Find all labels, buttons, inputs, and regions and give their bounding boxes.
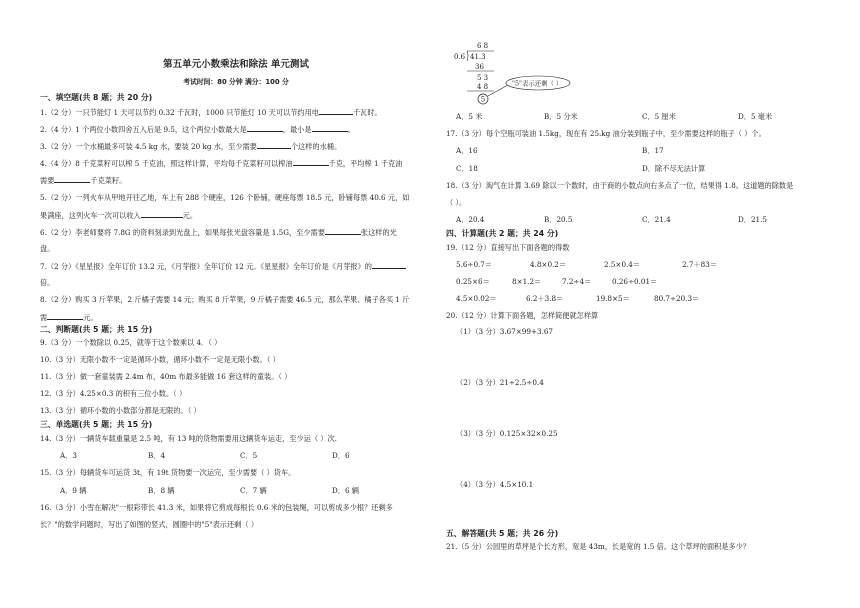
question-18: 18.（3 分）淘气在计算 3.69 除以一个数时，由于商的小数点向右多点了一位，结果得 1.8。这道题的除数是 <box>446 181 794 190</box>
q15-option-b[interactable]: B．8 辆 <box>148 486 175 495</box>
q17-option-c[interactable]: C．18 <box>456 164 478 173</box>
q4-text-end: 千克菜籽。 <box>90 176 127 185</box>
q6-text: 6.（2 分）李老师要将 7.8G 的资料刻录到光盘上，如果每张光盘容量是 1.5G，至少需要 <box>40 228 325 237</box>
question-2 <box>40 124 355 135</box>
division-dividend: 41.3 <box>470 53 486 61</box>
q4-text-mid: 千克，平均榨 1 千克油 <box>328 159 403 168</box>
q14-option-c[interactable]: C．5 <box>240 451 258 460</box>
question-9: 9.（3 分）一个数除以 0.25，就等于这个数乘以 4．（ ） <box>40 338 222 347</box>
question-6 <box>40 227 397 238</box>
q19-item: 2.7＋83＝ <box>682 260 717 269</box>
q6-text-mid: 张这样的光 <box>360 228 397 237</box>
q2-blank-2[interactable] <box>312 124 348 132</box>
q17-option-d[interactable]: D．除不尽无法计算 <box>642 164 706 173</box>
q17-option-a[interactable]: A．16 <box>456 146 478 155</box>
question-4 <box>40 158 402 169</box>
exam-title: 第五单元小数乘法和除法 单元测试 <box>163 59 309 70</box>
question-7-cont: 倍。 <box>40 278 55 287</box>
question-7 <box>40 261 406 272</box>
question-15: 15.（3 分）每辆货车可运货 3t，有 19t 货物要一次运完，至少需要（ ）货车。 <box>40 468 296 477</box>
q4-text: 4.（4 分）8 千克菜籽可以榨 5 千克油，照这样计算，平均每千克菜籽可以榨油 <box>40 159 293 168</box>
q1-text-end: 千瓦时。 <box>352 108 382 117</box>
q16-option-a[interactable]: A．5 米 <box>456 112 483 121</box>
q19-item: 0.25×6＝ <box>456 277 490 286</box>
division-bracket <box>467 51 468 61</box>
q14-option-d[interactable]: D．6 <box>332 451 350 460</box>
question-8: 8.（2 分）购买 3 斤苹果，2 斤橘子需要 14 元；购买 8 斤苹果，9 斤橘子需要 46.5 元，那么苹果、橘子各买 1 斤 <box>40 295 410 304</box>
q19-item: 7.2÷4＝ <box>562 277 592 286</box>
q16-option-b[interactable]: B．5 分米 <box>544 112 578 121</box>
section-word-problems: 五、解答题(共 5 题；共 26 分) <box>446 529 559 538</box>
question-16: 16.（3 分）小雪在解决"一根彩带长 41.3 米，如果将它剪成每根长 0.6 米的包装绳，可以剪成多少根？还剩多 <box>40 503 393 512</box>
q19-item: 80.7÷20.3＝ <box>654 294 700 303</box>
question-21: 21.（5 分）公园里的草坪是个长方形，宽是 43m，长是宽的 1.5 倍。这个草坪的面积是多少？ <box>446 542 751 551</box>
section-calculation: 四、计算题(共 2 题；共 24 分) <box>446 229 559 238</box>
division-step-3: 4 8 <box>477 83 489 91</box>
question-8-cont <box>40 312 98 323</box>
question-4-cont <box>40 175 126 186</box>
section-single-choice: 三、单选题(共 5 题；共 15 分) <box>40 420 153 429</box>
q8-text-2: 需 <box>40 313 48 322</box>
question-5: 5.（2 分）一列火车从甲地开往乙地，车上有 288 个硬座，126 个卧铺，硬座每票 18.5 元，卧铺每票 40.6 元，如 <box>40 193 410 202</box>
section-true-false: 二、判断题(共 5 题；共 15 分) <box>40 325 153 334</box>
q1-text: 1.（2 分）一只节能灯 1 天可以节约 0.32 千瓦时，1000 只节能灯 10 天可以节约用电 <box>40 108 319 117</box>
q3-text-end: 个这样的水桶。 <box>290 142 342 151</box>
q8-text-end: 元。 <box>83 313 98 322</box>
q7-blank[interactable] <box>372 261 406 269</box>
q18-option-c[interactable]: C．21.4 <box>642 215 671 224</box>
q19-item: 4.5×0.02＝ <box>456 294 497 303</box>
q19-item: 4.8×0.2＝ <box>530 260 567 269</box>
q2-blank-1[interactable] <box>247 124 283 132</box>
division-remainder: 5 <box>480 95 486 104</box>
q20-part-4: （4）（3 分）4.5×10.1 <box>456 480 534 489</box>
q14-option-a[interactable]: A．3 <box>60 451 77 460</box>
q5-text-end: 元。 <box>182 211 198 220</box>
q19-item: 8×1.2＝ <box>512 277 542 286</box>
long-division-svg <box>452 40 602 108</box>
q16-option-d[interactable]: D．5 毫米 <box>738 112 773 121</box>
callout-text: "5"表示还剩（ ） <box>512 79 563 88</box>
q5-blank[interactable] <box>141 210 183 218</box>
q19-item: 5.6÷0.7＝ <box>456 260 493 269</box>
division-quotient: 6 8 <box>477 42 489 50</box>
q18-option-d[interactable]: D．21.5 <box>738 215 767 224</box>
q20-part-2: （2）（3 分）21÷2.5÷0.4 <box>456 378 544 387</box>
q20-part-1: （1）（3 分）3.67×99+3.67 <box>456 327 553 336</box>
question-12: 12.（3 分）4.25×0.3 的积有三位小数。（ ） <box>40 389 187 398</box>
question-6-cont: 盘。 <box>40 244 55 253</box>
q14-option-b[interactable]: B．4 <box>148 451 166 460</box>
q15-option-d[interactable]: D．6 辆 <box>332 486 359 495</box>
section-fill-blank: 一、填空题(共 8 题；共 20 分) <box>40 93 153 102</box>
q18-option-b[interactable]: B．20.5 <box>544 215 573 224</box>
q19-item: 0.26÷0.01＝ <box>612 277 658 286</box>
q6-blank[interactable] <box>325 227 361 235</box>
q19-item: 19.8×5＝ <box>596 294 630 303</box>
q15-option-c[interactable]: C．7 辆 <box>240 486 267 495</box>
question-19: 19.（12 分）直接写出下面各题的得数 <box>446 243 570 252</box>
question-3 <box>40 141 341 152</box>
question-10: 10.（3 分）无限小数不一定是循环小数，循环小数不一定是无限小数。（ ） <box>40 355 280 364</box>
q18-option-a[interactable]: A．20.4 <box>456 215 485 224</box>
question-14: 14.（3 分）一辆货车载重量是 2.5 吨，有 13 吨的货物需要用这辆货车运走，至少运（ ）次. <box>40 434 337 443</box>
division-divisor: 0.6 <box>454 53 466 61</box>
q2-text: 2.（4 分）1 个两位小数四舍五入后是 9.5，这个两位小数最大是 <box>40 125 247 134</box>
question-11: 11.（3 分）做一套童装需 2.4m 布，40m 布最多能做 16 套这样的童装。（ ） <box>40 372 292 381</box>
question-20: 20.（12 分）计算下面各题，怎样简便就怎样算 <box>446 311 599 320</box>
q16-option-c[interactable]: C．5 厘米 <box>642 112 676 121</box>
q15-option-a[interactable]: A．9 辆 <box>60 486 87 495</box>
q17-option-b[interactable]: B．17 <box>642 146 664 155</box>
division-step-2: 5 3 <box>477 74 489 82</box>
exam-subtitle: 考试时间：80 分钟 满分：100 分 <box>183 78 289 86</box>
q7-text: 7.（2 分）《星星报》全年订价 13.2 元，《月芽报》全年订价 12 元。《星星报》全年订价是《月芽报》的 <box>40 262 372 271</box>
q4-blank-2[interactable] <box>54 175 90 183</box>
division-step-1: 36 <box>475 63 484 71</box>
q2-text-mid: ，最小是 <box>282 125 312 134</box>
question-1 <box>40 107 382 118</box>
q3-text: 3.（2 分）一个水桶最多可装 4.5 kg 水，要装 20 kg 水，至少需要 <box>40 142 257 151</box>
callout-pointer <box>488 85 508 96</box>
long-division-figure <box>452 40 602 108</box>
q4-text-2: 需要 <box>40 176 55 185</box>
question-13: 13.（3 分）循环小数的小数部分都是无限的。（ ） <box>40 406 201 415</box>
question-17: 17.（3 分）每个空瓶可装油 1.5kg，现在有 25.kg 油分装到瓶子中，至少需要这样的瓶子（ ）个。 <box>446 129 766 138</box>
q4-blank-1[interactable] <box>293 158 329 166</box>
q19-item: 2.5×0.4＝ <box>604 260 641 269</box>
q5-text-2: 果满座，这列火车一次可以收入 <box>40 211 141 220</box>
question-5-cont <box>40 210 197 221</box>
question-18-cont: （ ）。 <box>446 198 467 207</box>
q19-item: 6.2＋3.8＝ <box>526 294 564 303</box>
q20-part-3: （3）（3 分）0.125×32×0.25 <box>456 429 558 438</box>
q1-blank[interactable] <box>319 107 353 115</box>
question-16-cont: 长？"的数学问题时，写出了如图的竖式，圆圈中的"5"表示还剩（ ） <box>40 520 259 529</box>
q3-blank[interactable] <box>257 141 291 149</box>
q8-blank[interactable] <box>47 312 83 320</box>
q2-text-end: 。 <box>347 125 355 134</box>
